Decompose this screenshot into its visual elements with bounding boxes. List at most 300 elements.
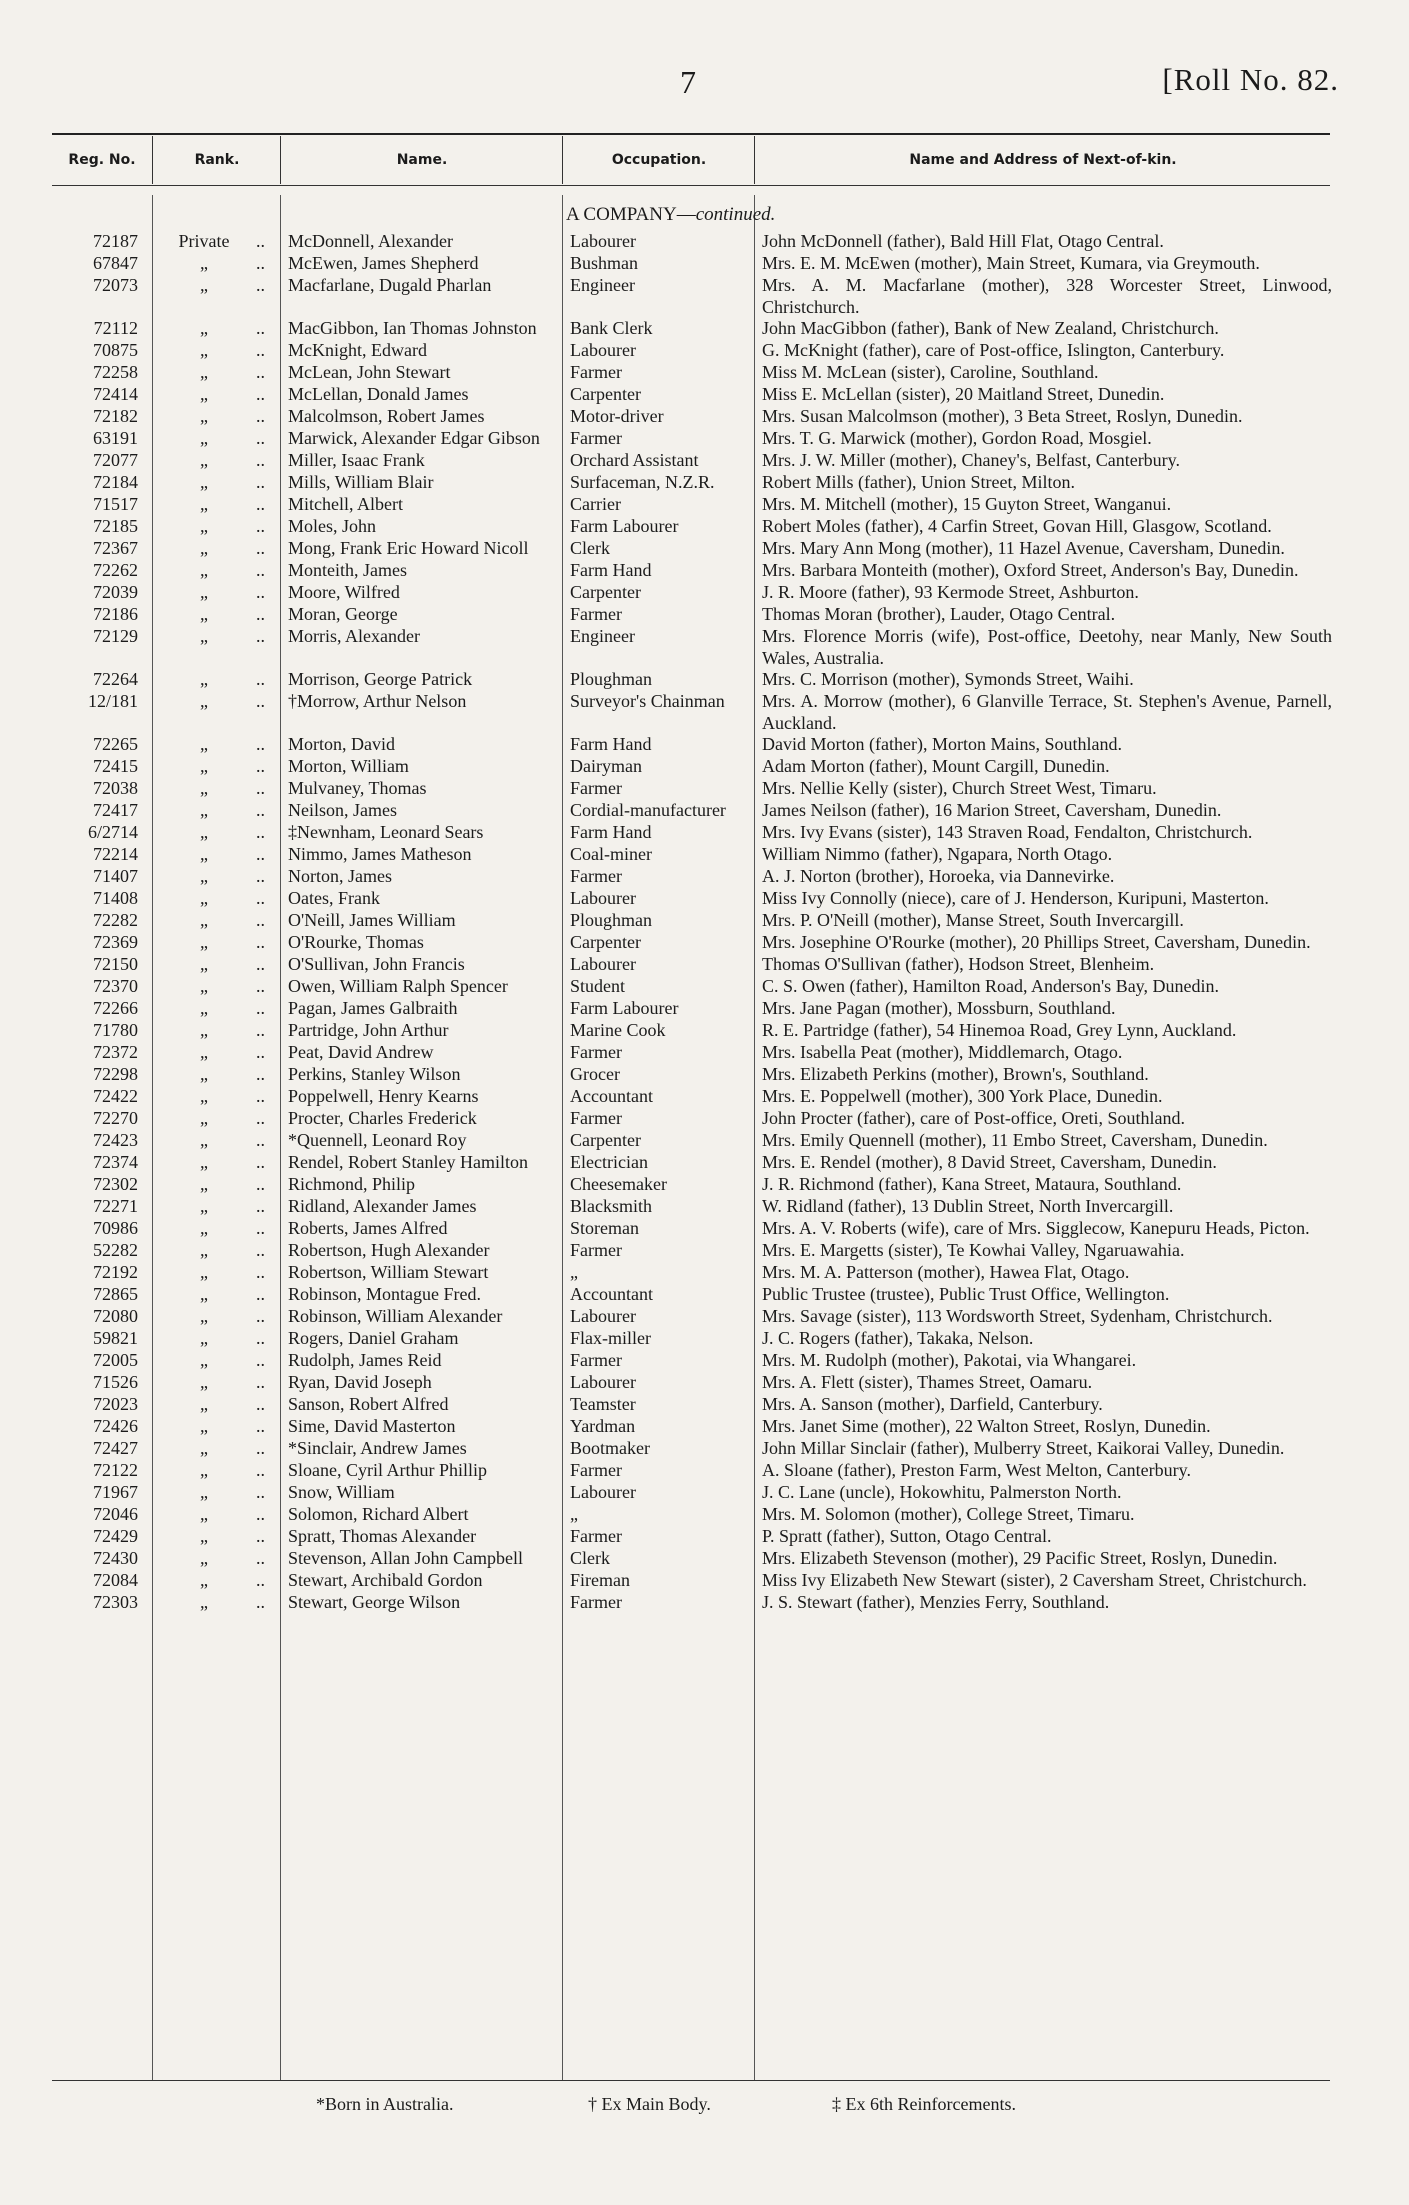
rank-cell: „ .. <box>152 691 280 713</box>
name-cell: Monteith, James <box>288 560 407 580</box>
footnote-ex-main-body: † Ex Main Body. <box>588 2094 711 2114</box>
rank-text: „ <box>200 516 208 536</box>
reg-number-cell: 72282 <box>93 910 138 930</box>
reg-number-cell: 59821 <box>93 1328 138 1348</box>
name-cell: Moles, John <box>288 516 377 536</box>
rank-text: „ <box>200 406 208 426</box>
rank-text: „ <box>200 1306 208 1326</box>
column-header-next-of-kin: Name and Address of Next-of-kin. <box>754 136 1331 184</box>
name-cell: McDonnell, Alexander <box>288 231 453 251</box>
rank-text: „ <box>200 472 208 492</box>
reg-number-cell: 72192 <box>93 1262 138 1282</box>
reg-number-cell: 71967 <box>93 1482 138 1502</box>
occupation-cell: Farmer <box>570 362 622 382</box>
occupation-cell: Labourer <box>570 1306 636 1326</box>
rank-text: „ <box>200 800 208 820</box>
rank-text: „ <box>200 844 208 864</box>
rank-text: „ <box>200 1570 208 1590</box>
occupation-cell: Farmer <box>570 428 622 448</box>
name-cell: Neilson, James <box>288 800 397 820</box>
next-of-kin-cell: Mrs. M. Rudolph (mother), Pakotai, via Whangarei. <box>762 1350 1137 1370</box>
rank-text: „ <box>200 691 208 711</box>
next-of-kin-cell: Adam Morton (father), Mount Cargill, Dunedin. <box>762 756 1110 776</box>
reg-number-cell: 71526 <box>93 1372 138 1392</box>
roll-table <box>0 231 1409 1614</box>
occupation-cell: Blacksmith <box>570 1196 652 1216</box>
reg-number-cell: 72422 <box>93 1086 138 1106</box>
table-row <box>0 778 1409 800</box>
rank-cell: „ .. <box>152 275 280 297</box>
table-row <box>0 1328 1409 1350</box>
rank-text: „ <box>200 888 208 908</box>
table-row <box>0 1372 1409 1394</box>
occupation-cell: „ <box>570 1504 578 1524</box>
occupation-cell: Coal-miner <box>570 844 652 864</box>
rank-cell: „ .. <box>152 494 280 516</box>
table-row <box>0 800 1409 822</box>
reg-number-cell: 72430 <box>93 1548 138 1568</box>
occupation-cell: Ploughman <box>570 910 653 930</box>
section-title <box>566 204 775 226</box>
reg-number-cell: 72270 <box>93 1108 138 1128</box>
rank-text: „ <box>200 998 208 1018</box>
column-header-reg-no: Reg. No. <box>68 152 136 168</box>
next-of-kin-cell: Robert Mills (father), Union Street, Milton. <box>762 472 1075 492</box>
next-of-kin-cell: Thomas O'Sullivan (father), Hodson Street, Blenheim. <box>762 954 1155 974</box>
reg-number-cell: 72262 <box>93 560 138 580</box>
name-cell: Procter, Charles Frederick <box>288 1108 477 1128</box>
next-of-kin-cell: Mrs. M. A. Patterson (mother), Hawea Flat, Otago. <box>762 1262 1130 1282</box>
reg-number-cell: 72214 <box>93 844 138 864</box>
rank-text: „ <box>200 253 208 273</box>
next-of-kin-cell: Mrs. E. Rendel (mother), 8 David Street, Caversham, Dunedin. <box>762 1152 1217 1172</box>
rank-text: „ <box>200 1350 208 1370</box>
reg-number-cell: 71407 <box>93 866 138 886</box>
reg-number-cell: 72374 <box>93 1152 138 1172</box>
table-row <box>0 734 1409 756</box>
rank-text: „ <box>200 1130 208 1150</box>
occupation-cell: Accountant <box>570 1086 653 1106</box>
footnote-ex-6th-reinforcements: ‡ Ex 6th Reinforcements. <box>832 2094 1016 2114</box>
rank-text: „ <box>200 822 208 842</box>
next-of-kin-cell: P. Spratt (father), Sutton, Otago Central. <box>762 1526 1052 1546</box>
reg-number-cell: 72077 <box>93 450 138 470</box>
name-cell: Malcolmson, Robert James <box>288 406 485 426</box>
rank-text: „ <box>200 1526 208 1546</box>
rank-cell: „ .. <box>152 450 280 472</box>
table-row <box>0 340 1409 362</box>
name-cell: Mitchell, Albert <box>288 494 403 514</box>
reg-number-cell: 72423 <box>93 1130 138 1150</box>
table-row <box>0 1196 1409 1218</box>
reg-number-cell: 72415 <box>93 756 138 776</box>
name-cell: Mulvaney, Thomas <box>288 778 427 798</box>
next-of-kin-cell: A. Sloane (father), Preston Farm, West Melton, Canterbury. <box>762 1460 1191 1480</box>
next-of-kin-cell: Mrs. Isabella Peat (mother), Middlemarch, Otago. <box>762 1042 1123 1062</box>
rank-text: „ <box>200 1592 208 1612</box>
occupation-cell: Ploughman <box>570 669 653 689</box>
name-cell: Morrison, George Patrick <box>288 669 473 689</box>
name-cell: MacGibbon, Ian Thomas Johnston <box>288 318 537 338</box>
reg-number-cell: 72023 <box>93 1394 138 1414</box>
rank-cell: „ .. <box>152 1350 280 1372</box>
occupation-cell: Bank Clerk <box>570 318 653 338</box>
next-of-kin-cell: Miss E. McLellan (sister), 20 Maitland Street, Dunedin. <box>762 384 1165 404</box>
rank-cell: „ .. <box>152 626 280 648</box>
reg-number-cell: 72370 <box>93 976 138 996</box>
name-cell: Robertson, Hugh Alexander <box>288 1240 490 1260</box>
rank-cell: „ .. <box>152 516 280 538</box>
occupation-cell: Farmer <box>570 1592 622 1612</box>
next-of-kin-cell: Mrs. T. G. Marwick (mother), Gordon Road, Mosgiel. <box>762 428 1152 448</box>
next-of-kin-cell: Mrs. E. M. McEwen (mother), Main Street, Kumara, via Greymouth. <box>762 253 1260 273</box>
reg-number-cell: 72187 <box>93 231 138 251</box>
rank-text: „ <box>200 1548 208 1568</box>
rank-cell: „ .. <box>152 1504 280 1526</box>
table-row <box>0 362 1409 384</box>
occupation-cell: Marine Cook <box>570 1020 666 1040</box>
table-row <box>0 1460 1409 1482</box>
name-cell: Sanson, Robert Alfred <box>288 1394 449 1414</box>
rank-cell: „ .. <box>152 1042 280 1064</box>
rank-text: „ <box>200 1196 208 1216</box>
next-of-kin-cell: Mrs. Nellie Kelly (sister), Church Street West, Timaru. <box>762 778 1157 798</box>
name-cell: Macfarlane, Dugald Pharlan <box>288 275 492 295</box>
occupation-cell: Electrician <box>570 1152 648 1172</box>
rank-cell: „ .. <box>152 778 280 800</box>
rank-cell: „ .. <box>152 318 280 340</box>
rank-text: „ <box>200 1460 208 1480</box>
occupation-cell: Labourer <box>570 1482 636 1502</box>
name-cell: Stevenson, Allan John Campbell <box>288 1548 523 1568</box>
reg-number-cell: 72266 <box>93 998 138 1018</box>
next-of-kin-cell: Mrs. P. O'Neill (mother), Manse Street, South Invercargill. <box>762 910 1184 930</box>
table-row <box>0 1086 1409 1108</box>
occupation-cell: Farmer <box>570 778 622 798</box>
name-cell: Robinson, William Alexander <box>288 1306 503 1326</box>
rank-cell: „ .. <box>152 1240 280 1262</box>
occupation-cell: Farm Labourer <box>570 998 679 1018</box>
name-cell: Rogers, Daniel Graham <box>288 1328 459 1348</box>
table-row <box>0 1570 1409 1592</box>
next-of-kin-cell: J. R. Richmond (father), Kana Street, Mataura, Southland. <box>762 1174 1182 1194</box>
rank-cell: „ .. <box>152 1284 280 1306</box>
rank-cell: „ .. <box>152 734 280 756</box>
rank-text: „ <box>200 494 208 514</box>
name-cell: Oates, Frank <box>288 888 380 908</box>
rank-cell: „ .. <box>152 1020 280 1042</box>
header-bottom-rule <box>52 185 1330 186</box>
rank-cell: „ .. <box>152 1306 280 1328</box>
rank-cell: „ .. <box>152 1416 280 1438</box>
next-of-kin-cell: Public Trustee (trustee), Public Trust Office, Wellington. <box>762 1284 1170 1304</box>
rank-cell: „ .. <box>152 976 280 998</box>
rank-text: „ <box>200 1064 208 1084</box>
rank-cell: „ .. <box>152 954 280 976</box>
rank-cell: „ .. <box>152 910 280 932</box>
next-of-kin-cell: Mrs. A. Sanson (mother), Darfield, Canterbury. <box>762 1394 1103 1414</box>
table-row <box>0 1592 1409 1614</box>
occupation-cell: Labourer <box>570 888 636 908</box>
table-row <box>0 472 1409 494</box>
occupation-cell: Clerk <box>570 1548 610 1568</box>
table-row <box>0 582 1409 604</box>
next-of-kin-cell: J. S. Stewart (father), Menzies Ferry, Southland. <box>762 1592 1110 1612</box>
reg-number-cell: 72005 <box>93 1350 138 1370</box>
rank-text: „ <box>200 626 208 646</box>
reg-number-cell: 72186 <box>93 604 138 624</box>
rank-text: „ <box>200 1394 208 1414</box>
reg-number-cell: 72038 <box>93 778 138 798</box>
next-of-kin-cell: John McDonnell (father), Bald Hill Flat, Otago Central. <box>762 231 1164 251</box>
reg-number-cell: 72865 <box>93 1284 138 1304</box>
rank-cell: „ .. <box>152 1064 280 1086</box>
column-header-occupation: Occupation. <box>562 136 755 184</box>
reg-number-cell: 72039 <box>93 582 138 602</box>
table-row <box>0 626 1409 669</box>
reg-number-cell: 72367 <box>93 538 138 558</box>
next-of-kin-cell: Mrs. E. Margetts (sister), Te Kowhai Valley, Ngaruawahia. <box>762 1240 1185 1260</box>
next-of-kin-cell: John Millar Sinclair (father), Mulberry Street, Kaikorai Valley, Dunedin. <box>762 1438 1285 1458</box>
table-row <box>0 976 1409 998</box>
table-row <box>0 932 1409 954</box>
rank-cell: „ .. <box>152 1328 280 1350</box>
name-cell: Perkins, Stanley Wilson <box>288 1064 461 1084</box>
rank-text: „ <box>200 1020 208 1040</box>
next-of-kin-cell: John MacGibbon (father), Bank of New Zealand, Christchurch. <box>762 318 1219 338</box>
name-cell: Peat, David Andrew <box>288 1042 434 1062</box>
table-row <box>0 1042 1409 1064</box>
table-row <box>0 275 1409 318</box>
occupation-cell: Farmer <box>570 1240 622 1260</box>
name-cell: Owen, William Ralph Spencer <box>288 976 508 996</box>
next-of-kin-cell: Mrs. Barbara Monteith (mother), Oxford Street, Anderson's Bay, Dunedin. <box>762 560 1299 580</box>
table-row <box>0 1438 1409 1460</box>
rank-cell: „ .. <box>152 1438 280 1460</box>
occupation-cell: Surfaceman, N.Z.R. <box>570 472 715 492</box>
table-row <box>0 1548 1409 1570</box>
reg-number-cell: 67847 <box>93 253 138 273</box>
rank-text: „ <box>200 560 208 580</box>
occupation-cell: Cheesemaker <box>570 1174 667 1194</box>
rank-cell: „ .. <box>152 844 280 866</box>
rank-cell: „ .. <box>152 756 280 778</box>
occupation-cell: Bootmaker <box>570 1438 650 1458</box>
rank-cell: „ .. <box>152 538 280 560</box>
next-of-kin-cell: Mrs. M. Mitchell (mother), 15 Guyton Street, Wanganui. <box>762 494 1172 514</box>
next-of-kin-cell: Mrs. Ivy Evans (sister), 143 Straven Road, Fendalton, Christchurch. <box>762 822 1253 842</box>
next-of-kin-cell: G. McKnight (father), care of Post-office, Islington, Canterbury. <box>762 340 1225 360</box>
rank-text: „ <box>200 1218 208 1238</box>
occupation-cell: Farm Hand <box>570 560 652 580</box>
next-of-kin-cell: David Morton (father), Morton Mains, Southland. <box>762 734 1122 754</box>
table-row <box>0 910 1409 932</box>
rank-cell: „ .. <box>152 1570 280 1592</box>
occupation-cell: Farmer <box>570 1526 622 1546</box>
rank-text: „ <box>200 778 208 798</box>
table-row <box>0 669 1409 691</box>
table-row <box>0 1262 1409 1284</box>
rank-cell: „ .. <box>152 560 280 582</box>
rank-cell: „ .. <box>152 1592 280 1614</box>
name-cell: Mong, Frank Eric Howard Nicoll <box>288 538 529 558</box>
rank-text: „ <box>200 1152 208 1172</box>
name-cell: Snow, William <box>288 1482 395 1502</box>
reg-number-cell: 72302 <box>93 1174 138 1194</box>
name-cell: Morton, William <box>288 756 409 776</box>
table-row <box>0 231 1409 253</box>
reg-number-cell: 72369 <box>93 932 138 952</box>
rank-text: „ <box>200 450 208 470</box>
reg-number-cell: 72073 <box>93 275 138 295</box>
rank-cell: „ .. <box>152 669 280 691</box>
section-continued: continued. <box>695 204 776 225</box>
name-cell: Rendel, Robert Stanley Hamilton <box>288 1152 528 1172</box>
reg-number-cell: 63191 <box>93 428 138 448</box>
table-row <box>0 822 1409 844</box>
rank-text: „ <box>200 756 208 776</box>
name-cell: O'Neill, James William <box>288 910 456 930</box>
next-of-kin-cell: Mrs. Susan Malcolmson (mother), 3 Beta Street, Roslyn, Dunedin. <box>762 406 1243 426</box>
table-row <box>0 1482 1409 1504</box>
rank-text: „ <box>200 1042 208 1062</box>
rank-cell: „ .. <box>152 253 280 275</box>
rank-cell: „ .. <box>152 1218 280 1240</box>
next-of-kin-cell: Mrs. Josephine O'Rourke (mother), 20 Phillips Street, Caversham, Dunedin. <box>762 932 1311 952</box>
rank-cell: „ .. <box>152 932 280 954</box>
next-of-kin-cell: Mrs. Elizabeth Perkins (mother), Brown's, Southland. <box>762 1064 1149 1084</box>
reg-number-cell: 72265 <box>93 734 138 754</box>
occupation-cell: Carpenter <box>570 1130 641 1150</box>
next-of-kin-cell: J. R. Moore (father), 93 Kermode Street, Ashburton. <box>762 582 1139 602</box>
next-of-kin-cell: Robert Moles (father), 4 Carfin Street, Govan Hill, Glasgow, Scotland. <box>762 516 1272 536</box>
next-of-kin-cell: Mrs. Savage (sister), 113 Wordsworth Street, Sydenham, Christchurch. <box>762 1306 1273 1326</box>
reg-number-cell: 12/181 <box>87 691 138 711</box>
table-row <box>0 998 1409 1020</box>
rank-text: „ <box>200 538 208 558</box>
rank-text: „ <box>200 275 208 295</box>
name-cell: Miller, Isaac Frank <box>288 450 425 470</box>
next-of-kin-cell: Mrs. C. Morrison (mother), Symonds Street, Waihi. <box>762 669 1134 689</box>
rank-text: „ <box>200 428 208 448</box>
name-cell: McLean, John Stewart <box>288 362 451 382</box>
name-cell: O'Rourke, Thomas <box>288 932 424 952</box>
name-cell: Partridge, John Arthur <box>288 1020 449 1040</box>
table-row <box>0 560 1409 582</box>
name-cell: Stewart, Archibald Gordon <box>288 1570 483 1590</box>
occupation-cell: Farmer <box>570 1042 622 1062</box>
table-row <box>0 406 1409 428</box>
table-row <box>0 428 1409 450</box>
rank-text: „ <box>200 669 208 689</box>
rank-cell: „ .. <box>152 582 280 604</box>
reg-number-cell: 72258 <box>93 362 138 382</box>
next-of-kin-cell: Mrs. Jane Pagan (mother), Mossburn, Southland. <box>762 998 1116 1018</box>
occupation-cell: Labourer <box>570 231 636 251</box>
rank-text: „ <box>200 976 208 996</box>
occupation-cell: Carpenter <box>570 932 641 952</box>
table-row <box>0 954 1409 976</box>
reg-number-cell: 72264 <box>93 669 138 689</box>
rank-cell: „ .. <box>152 1262 280 1284</box>
rank-cell: „ .. <box>152 1482 280 1504</box>
occupation-cell: Clerk <box>570 538 610 558</box>
name-cell: Sime, David Masterton <box>288 1416 456 1436</box>
name-cell: Moran, George <box>288 604 398 624</box>
name-cell: ‡Newnham, Leonard Sears <box>288 822 484 842</box>
rank-cell: „ .. <box>152 472 280 494</box>
table-row <box>0 1174 1409 1196</box>
rank-text: Private <box>178 231 230 251</box>
name-cell: Rudolph, James Reid <box>288 1350 442 1370</box>
reg-number-cell: 72429 <box>93 1526 138 1546</box>
table-row <box>0 1350 1409 1372</box>
next-of-kin-cell: J. C. Lane (uncle), Hokowhitu, Palmerston North. <box>762 1482 1122 1502</box>
name-cell: McLellan, Donald James <box>288 384 469 404</box>
occupation-cell: Carpenter <box>570 582 641 602</box>
table-row <box>0 1240 1409 1262</box>
rank-text: „ <box>200 910 208 930</box>
table-row <box>0 1306 1409 1328</box>
reg-number-cell: 71517 <box>93 494 138 514</box>
table-row <box>0 1064 1409 1086</box>
name-cell: McEwen, James Shepherd <box>288 253 479 273</box>
reg-number-cell: 6/2714 <box>87 822 138 842</box>
occupation-cell: Farm Hand <box>570 734 652 754</box>
rank-text: „ <box>200 1482 208 1502</box>
reg-number-cell: 72417 <box>93 800 138 820</box>
occupation-cell: Grocer <box>570 1064 620 1084</box>
rank-cell: „ .. <box>152 1548 280 1570</box>
next-of-kin-cell: Thomas Moran (brother), Lauder, Otago Central. <box>762 604 1116 624</box>
reg-number-cell: 72271 <box>93 1196 138 1216</box>
occupation-cell: Engineer <box>570 626 635 646</box>
rank-cell: „ .. <box>152 800 280 822</box>
next-of-kin-cell: Mrs. A. M. Macfarlane (mother), 328 Worcester Street, Linwood, Christchurch. <box>762 275 1332 317</box>
occupation-cell: Labourer <box>570 340 636 360</box>
occupation-cell: Engineer <box>570 275 635 295</box>
roll-number-label: [Roll No. 82. <box>1162 62 1339 97</box>
occupation-cell: Fireman <box>570 1570 630 1590</box>
table-row <box>0 494 1409 516</box>
rank-text: „ <box>200 1438 208 1458</box>
reg-number-cell: 72414 <box>93 384 138 404</box>
table-row <box>0 516 1409 538</box>
occupation-cell: Student <box>570 976 626 996</box>
rank-cell: „ .. <box>152 1460 280 1482</box>
rank-text: „ <box>200 1086 208 1106</box>
rank-text: „ <box>200 1416 208 1436</box>
rank-text: „ <box>200 932 208 952</box>
reg-number-cell: 72298 <box>93 1064 138 1084</box>
next-of-kin-cell: Mrs. M. Solomon (mother), College Street, Timaru. <box>762 1504 1135 1524</box>
table-row <box>0 1416 1409 1438</box>
reg-number-cell: 72185 <box>93 516 138 536</box>
table-row <box>0 1218 1409 1240</box>
next-of-kin-cell: Mrs. A. Morrow (mother), 6 Glanville Terrace, St. Stephen's Avenue, Parnell, Auckland. <box>762 691 1332 733</box>
rank-text: „ <box>200 1108 208 1128</box>
section-company: A COMPANY— <box>566 204 696 225</box>
occupation-cell: Bushman <box>570 253 639 273</box>
occupation-cell: Farmer <box>570 1460 622 1480</box>
reg-number-cell: 72112 <box>93 318 138 338</box>
rank-cell: „ .. <box>152 384 280 406</box>
table-row <box>0 844 1409 866</box>
rank-text: „ <box>200 384 208 404</box>
reg-number-cell: 72372 <box>93 1042 138 1062</box>
next-of-kin-cell: C. S. Owen (father), Hamilton Road, Anderson's Bay, Dunedin. <box>762 976 1220 996</box>
footnote-born-australia: *Born in Australia. <box>316 2094 454 2114</box>
